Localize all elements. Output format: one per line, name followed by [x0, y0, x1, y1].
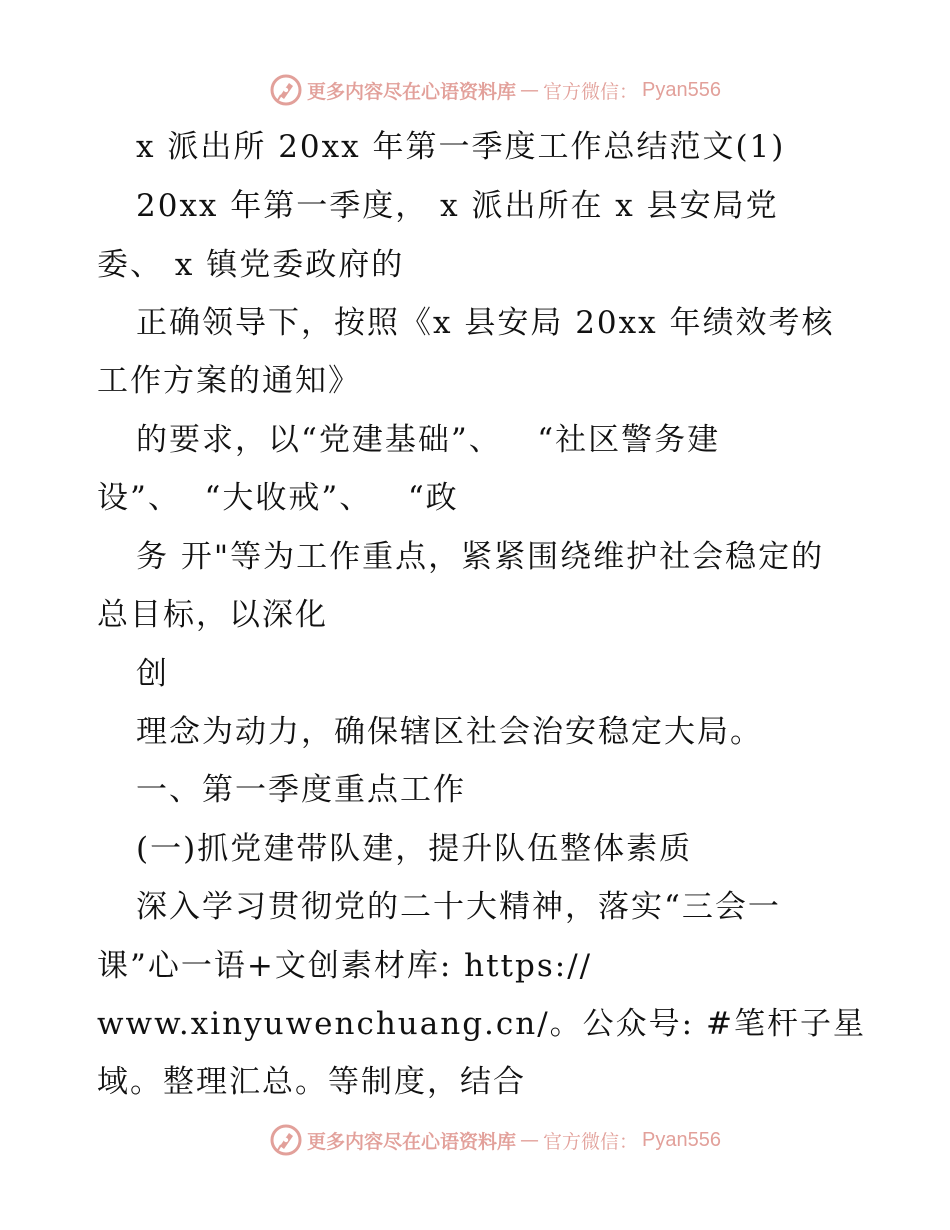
paragraph-line: 域。整理汇总。等制度，结合 — [97, 1064, 526, 1100]
paragraph-line: 深入学习贯彻党的二十大精神，落实“三会一 — [136, 889, 781, 925]
paragraph-line: 工作方案的通知》 — [97, 363, 361, 399]
paragraph-line: www.xinyuwenchuang.cn/。公众号: #笔杆子星 — [97, 1006, 866, 1042]
subsection-heading: (一)抓党建带队建，提升队伍整体素质 — [136, 831, 693, 867]
document-title: x 派出所 20xx 年第一季度工作总结范文(1) — [136, 129, 786, 165]
watermark-wechat-id: Pyan556 — [642, 1128, 721, 1151]
header-watermark — [0, 70, 950, 110]
paragraph-line: 的要求，以“党建基础”、 “社区警务建 — [136, 422, 721, 458]
pen-nib-circle-icon — [269, 1123, 303, 1157]
paragraph-line: 总目标，以深化 — [97, 597, 328, 633]
paragraph-line: 委、 x 镇党委政府的 — [97, 247, 405, 283]
footer-watermark — [0, 1120, 950, 1160]
paragraph-line: 正确领导下，按照《x 县安局 20xx 年绩效考核 — [136, 305, 835, 341]
paragraph-line: 20xx 年第一季度， x 派出所在 x 县安局党 — [136, 188, 779, 224]
watermark-separator: — — [520, 79, 540, 101]
watermark-official-label: 官方微信： — [543, 1130, 639, 1153]
paragraph-line: 创 — [136, 656, 169, 692]
watermark-site-text: 更多内容尽在心语资料库 — [307, 80, 517, 103]
paragraph-line: 设”、 “大收戒”、 “政 — [97, 480, 459, 516]
pen-nib-circle-icon — [269, 73, 303, 107]
watermark-wechat-id: Pyan556 — [642, 78, 721, 101]
watermark-site-text: 更多内容尽在心语资料库 — [307, 1130, 517, 1153]
watermark-content — [269, 1123, 721, 1157]
watermark-official-label: 官方微信： — [543, 80, 639, 103]
section-heading: 一、第一季度重点工作 — [136, 772, 466, 808]
paragraph-line: 课”心一语+文创素材库: https:// — [97, 948, 593, 984]
paragraph-line: 务 开"等为工作重点，紧紧围绕维护社会稳定的 — [136, 539, 825, 575]
watermark-content — [269, 73, 721, 107]
watermark-separator: — — [520, 1129, 540, 1151]
paragraph-line: 理念为动力，确保辖区社会治安稳定大局。 — [136, 714, 763, 750]
